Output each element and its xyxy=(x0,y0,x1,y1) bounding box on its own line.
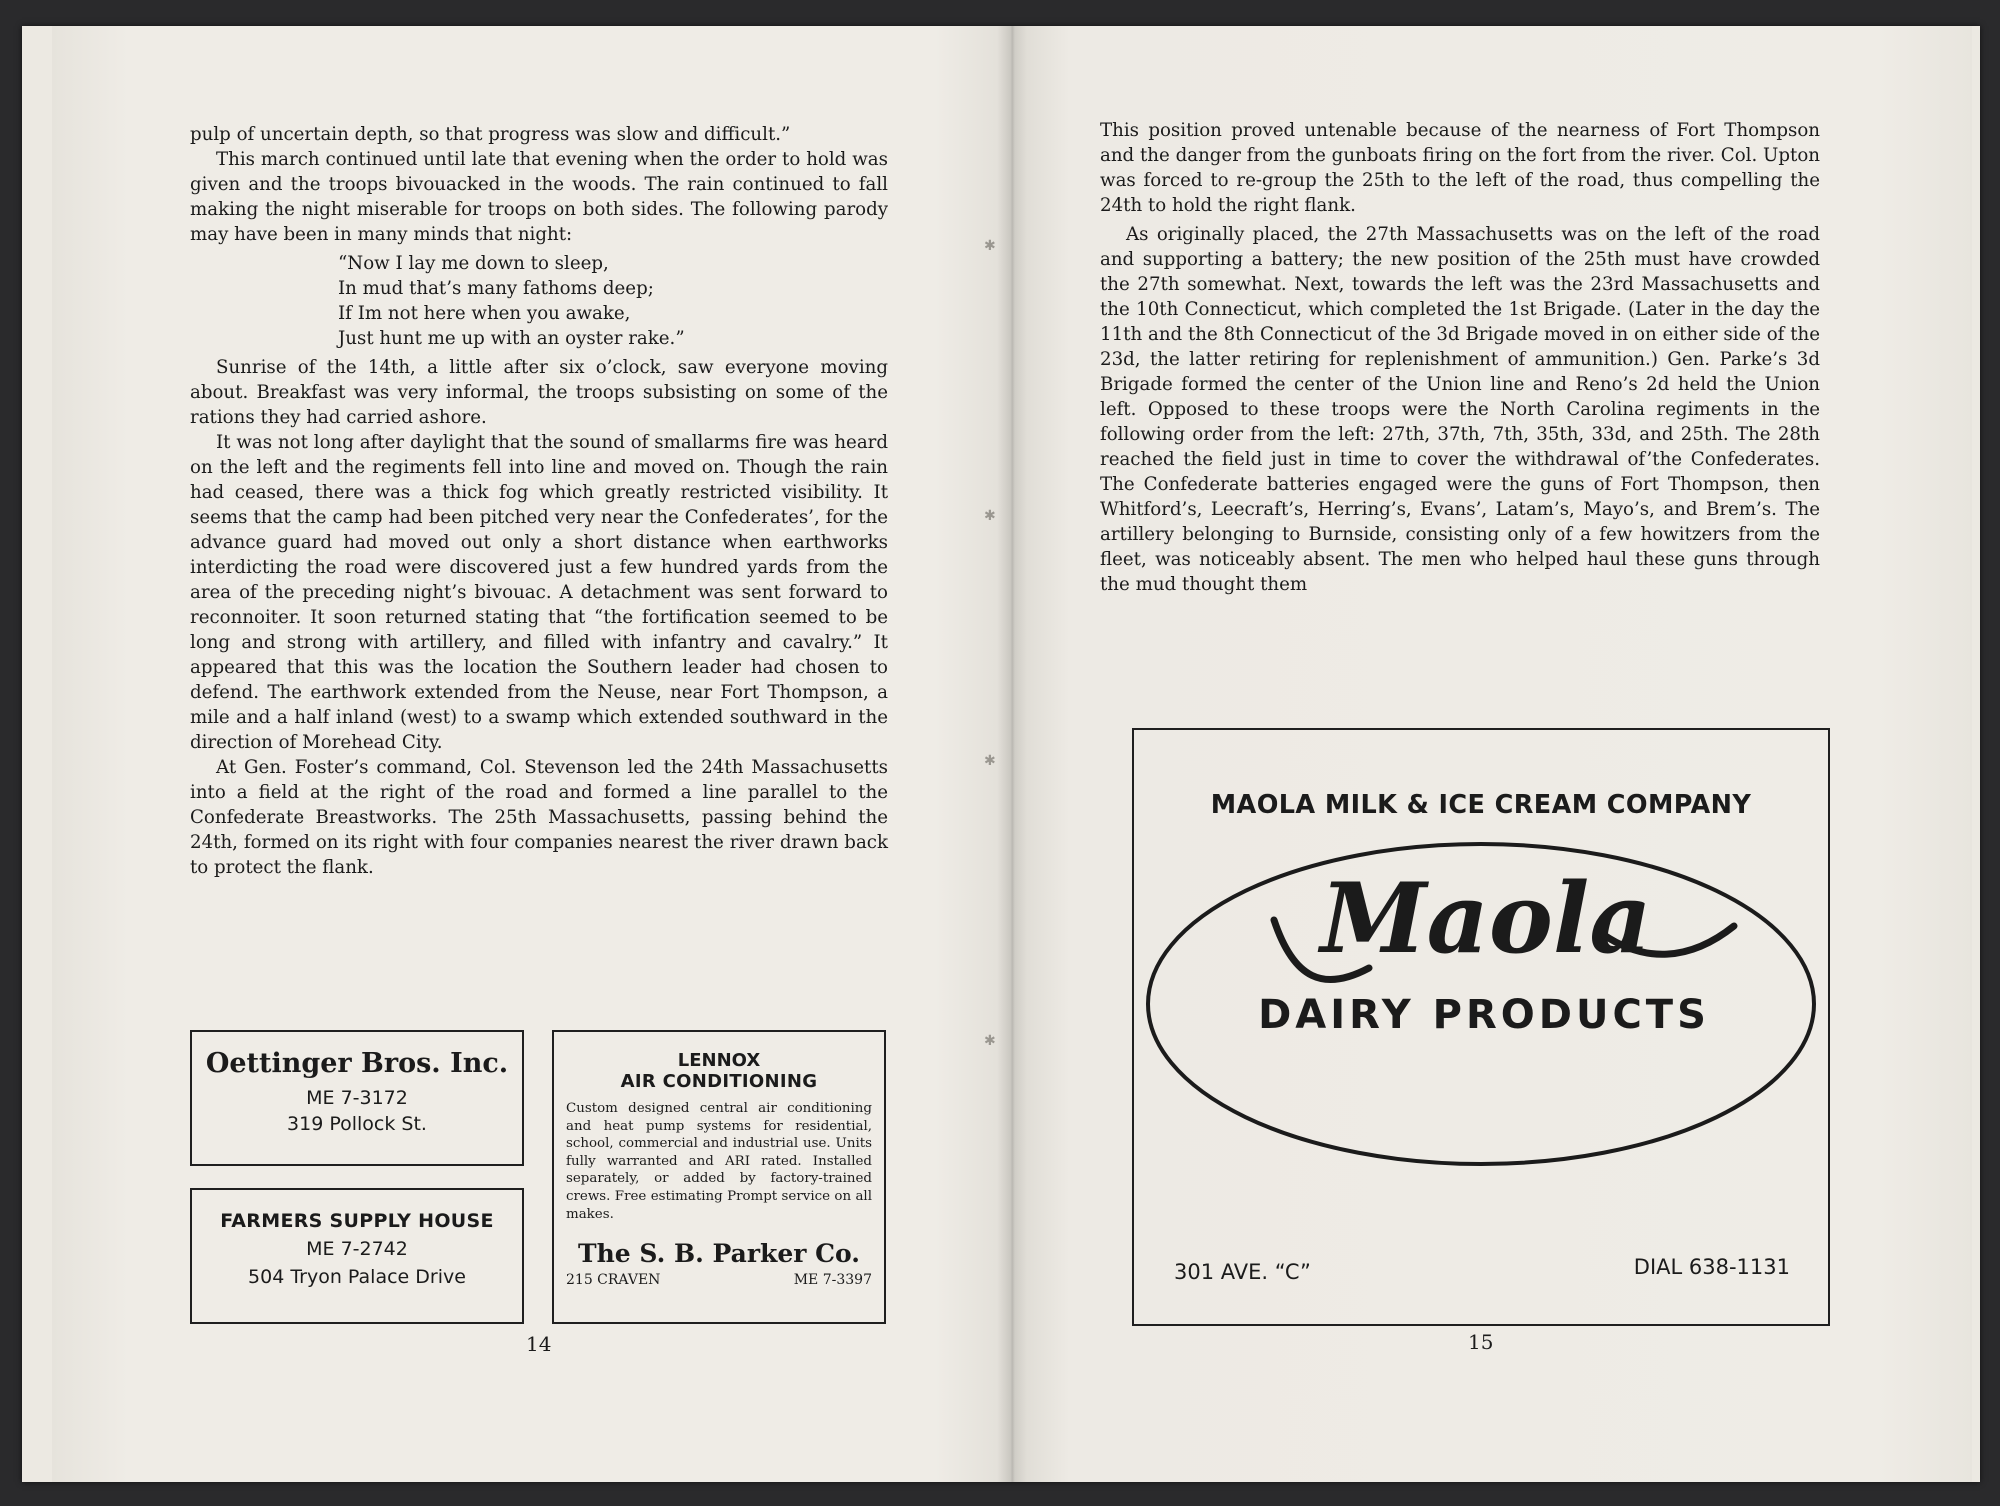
poem-line: In mud that’s many fathoms deep; xyxy=(338,278,654,299)
ad-heading: LENNOX xyxy=(677,1050,761,1071)
ad-subheading: AIR CONDITIONING xyxy=(620,1071,818,1092)
paragraph: This position proved untenable because of the nearness of Fort Thompson and the danger from the gunboats firing on the fort from the river. Col. Upton was forced to re-group the 25th to the left of the road, thus compelling the 24th to hold the right flank. xyxy=(1100,120,1820,216)
maola-tagline: DAIRY PRODUCTS xyxy=(1258,992,1710,1038)
maola-logo-script: Maola xyxy=(1320,862,1652,975)
ad-company-name: Oettinger Bros. Inc. xyxy=(205,1048,509,1079)
left-page-text xyxy=(190,122,888,880)
ad-lennox-air-conditioning xyxy=(552,1030,886,1324)
parody-poem xyxy=(190,251,888,351)
page-number-right: 15 xyxy=(1468,1330,1494,1354)
ad-phone: ME 7-2742 xyxy=(306,1238,408,1260)
paragraph: This march continued until late that evening when the order to hold was given and the troops bivouacked in the woods. The rain continued to fall making the night miserable for troops on both sides. The following parody may have been in many minds that night: xyxy=(190,149,888,245)
page-number-left: 14 xyxy=(526,1332,552,1356)
stitch-mark: ✱ xyxy=(984,238,996,254)
ad-body-text: Custom designed central air conditioning and heat pump systems for residential, school, commercial and industrial use. Units fully warranted and ARI rated. Installed separately, or added by factory-trained crews. Free estimating Prompt service on all makes. xyxy=(566,1101,872,1222)
ad-footer xyxy=(566,1272,872,1288)
poem-line: “Now I lay me down to sleep, xyxy=(338,253,609,274)
center-fold xyxy=(997,26,1027,1482)
ad-company-name: The S. B. Parker Co. xyxy=(578,1239,860,1269)
ad-address: 319 Pollock St. xyxy=(287,1113,427,1135)
stitch-mark: ✱ xyxy=(984,1033,996,1049)
ad-company-name: MAOLA MILK & ICE CREAM COMPANY xyxy=(1210,790,1752,820)
ad-address: 504 Tryon Palace Drive xyxy=(248,1266,466,1288)
paragraph: Sunrise of the 14th, a little after six o’clock, saw everyone moving about. Breakfast was very informal, the troops subsisting on some of the rations they had carried ashore. xyxy=(190,357,888,428)
ad-phone: ME 7-3397 xyxy=(793,1272,872,1289)
ad-company-name: FARMERS SUPPLY HOUSE xyxy=(220,1210,494,1232)
paragraph: It was not long after daylight that the sound of smallarms fire was heard on the left and the regiments fell into line and moved on. Though the rain had ceased, there was a thick fog which greatly restricted visibility. It seems that the camp had been pitched very near the Confederates’, for the advance guard had moved out only a short distance when earthworks interdicting the road were discovered just a few hundred yards from the area of the preceding night’s bivouac. A detachment was sent forward to reconnoiter. It soon returned stating that “the fortification seemed to be long and strong with artillery, and filled with infantry and cavalry.” It appeared that this was the location the Southern leader had chosen to defend. The earthwork extended from the Neuse, near Fort Thompson, a mile and a half inland (west) to a swamp which extended southward in the direction of Morehead City. xyxy=(190,432,888,753)
ad-address: 215 CRAVEN xyxy=(566,1272,661,1289)
paragraph: At Gen. Foster’s command, Col. Stevenson led the 24th Massachusetts into a field at the right of the road and formed a line parallel to the Confederate Breastworks. The 25th Massachusetts, passing behind the 24th, formed on its right with four companies nearest the river drawn back to protect the flank. xyxy=(190,757,888,878)
ad-phone: DIAL 638-1131 xyxy=(1633,1255,1790,1279)
ad-oettinger-bros xyxy=(190,1030,524,1166)
ad-address: 301 AVE. “C” xyxy=(1174,1260,1311,1284)
stitch-mark: ✱ xyxy=(984,508,996,524)
poem-line: If Im not here when you awake, xyxy=(338,303,631,324)
ad-phone: ME 7-3172 xyxy=(306,1087,408,1109)
paragraph: pulp of uncertain depth, so that progress was slow and difficult.” xyxy=(190,124,791,145)
paragraph: As originally placed, the 27th Massachusetts was on the left of the road and supporting a battery; the new position of the 25th must have crowded the 27th somewhat. Next, towards the left was the 23rd Massachusetts and the 10th Connecticut, which completed the 1st Brigade. (Later in the day the 11th and the 8th Connecticut of the 3d Brigade moved in on either side of the 23d, the latter retiring for replenishment of ammunition.) Gen. Parke’s 3d Brigade formed the center of the Union line and Reno’s 2d held the Union left. Opposed to these troops were the North Carolina regiments in the following order from the left: 27th, 37th, 7th, 35th, 33d, and 25th. The 28th reached the field just in time to cover the withdrawal of’the Confederates. The Confederate batteries engaged were the guns of Fort Thompson, then Whitford’s, Leecraft’s, Herring’s, Evans’, Latam’s, Mayo’s, and Brem’s. The artillery belonging to Burnside, consisting only of a few howitzers from the fleet, was noticeably absent. The men who helped haul these guns through the mud thought them xyxy=(1100,224,1820,595)
poem-line: Just hunt me up with an oyster rake.” xyxy=(338,328,685,349)
ad-maola-milk xyxy=(1132,728,1830,1326)
right-page-text xyxy=(1100,118,1820,597)
ad-farmers-supply-house xyxy=(190,1188,524,1324)
stitch-mark: ✱ xyxy=(984,753,996,769)
